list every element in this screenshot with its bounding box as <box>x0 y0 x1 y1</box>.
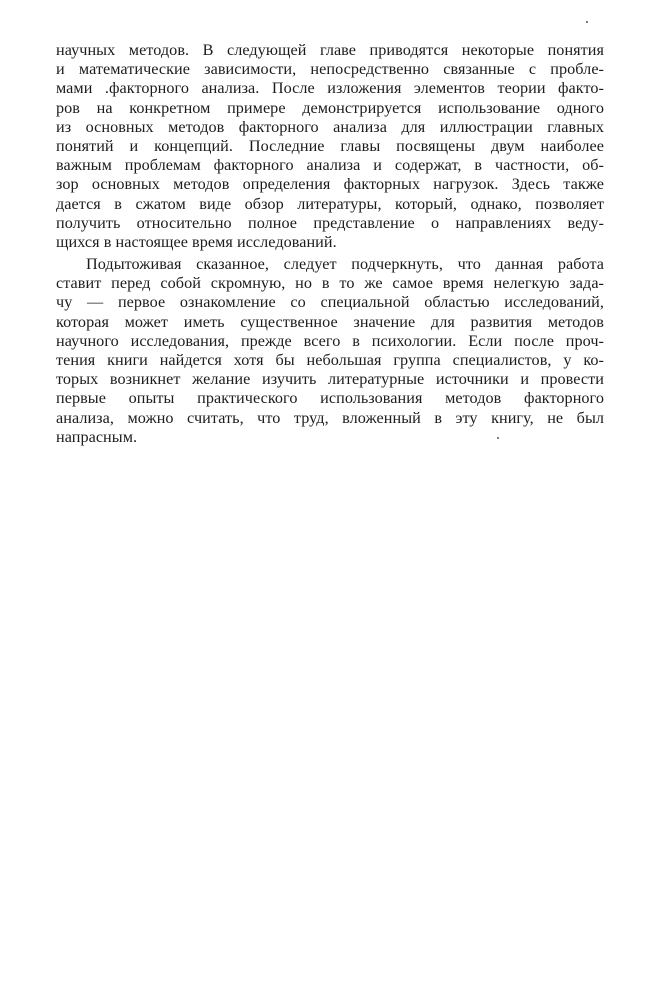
text-line: щихся в настоящее время исследований. <box>56 232 337 251</box>
text-line: понятий и концепций. Последние главы посвящены двум наиболее <box>56 136 604 155</box>
paragraph-2 <box>56 255 604 447</box>
text-line: дается в сжатом виде обзор литературы, который, однако, позволяет <box>56 194 604 213</box>
text-line: мами .факторного анализа. После изложения элементов теории факто- <box>56 79 604 98</box>
body-text <box>56 41 604 447</box>
text-line: напрасным. <box>56 427 138 446</box>
text-line: зор основных методов определения факторных нагрузок. Здесь также <box>56 175 604 194</box>
text-line: научного исследования, прежде всего в психологии. Если после проч- <box>56 331 604 350</box>
scan-speck <box>586 21 588 23</box>
text-line: важным проблемам факторного анализа и содержат, в частности, об- <box>56 156 604 175</box>
text-line: торых возникнет желание изучить литературные источники и провести <box>56 370 604 389</box>
text-line: ставит перед собой скромную, но в то же самое время нелегкую зада- <box>56 274 604 293</box>
paragraph-1 <box>56 41 604 252</box>
text-line: тения книги найдется хотя бы небольшая группа специалистов, у ко- <box>56 351 604 369</box>
text-line: научных методов. В следующей главе приводятся некоторые понятия <box>56 41 604 59</box>
text-line: ров на конкретном примере демонстрируется использование одного <box>56 98 604 117</box>
text-line: анализа, можно считать, что труд, вложенный в эту книгу, не был <box>56 408 604 427</box>
text-line: Подытоживая сказанное, следует подчеркнуть, что данная работа <box>86 255 604 274</box>
text-line: получить относительно полное представление о направлениях веду- <box>56 213 604 232</box>
text-line: из основных методов факторного анализа для иллюстрации главных <box>56 117 604 136</box>
text-line: которая может иметь существенное значение для развития методов <box>56 312 604 331</box>
text-line: первые опыты практического использования методов факторного <box>56 389 604 408</box>
text-line: и математические зависимости, непосредственно связанные с пробле- <box>56 60 604 79</box>
text-line: чу — первое ознакомление со специальной областью исследований, <box>56 293 604 312</box>
